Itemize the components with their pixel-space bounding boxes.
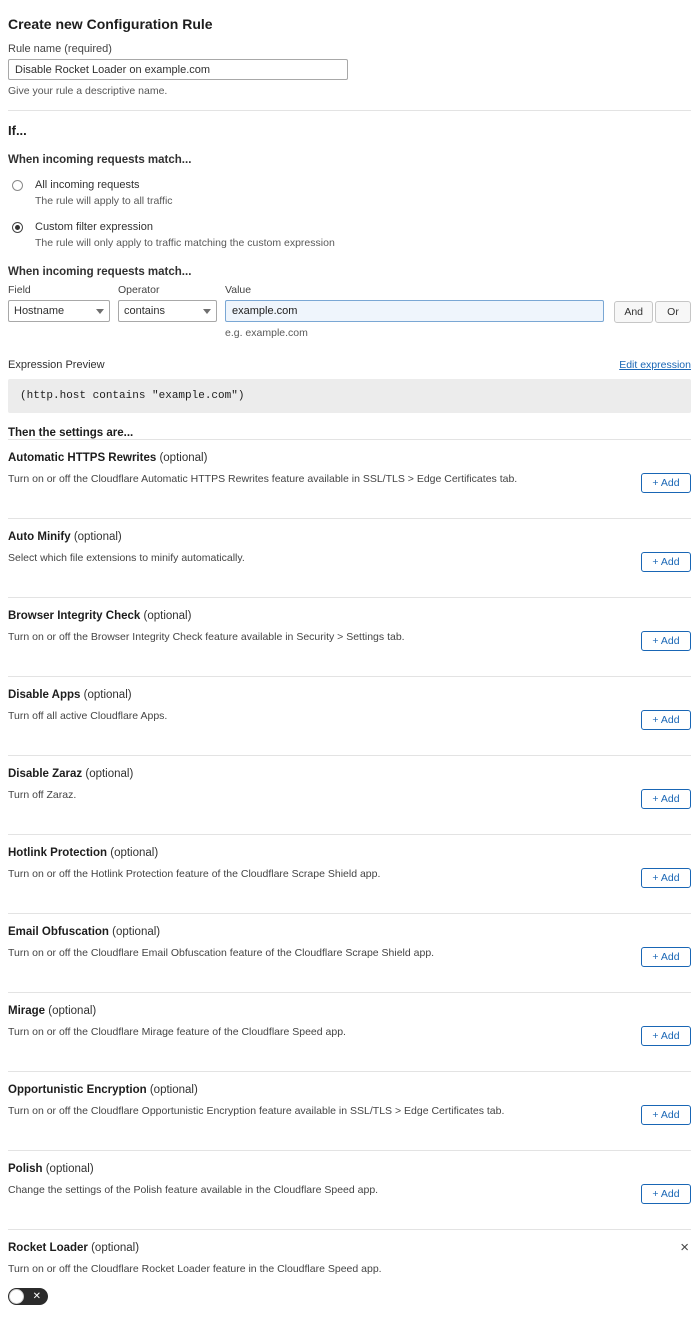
configuration-rule-form <box>0 8 699 1337</box>
field-select-value: Hostname <box>14 305 65 317</box>
field-label: Field <box>8 284 31 296</box>
or-button[interactable]: Or <box>655 301 691 323</box>
setting-row <box>8 439 691 518</box>
close-icon[interactable]: × <box>680 1239 689 1256</box>
setting-optional-label: (optional) <box>45 1163 94 1175</box>
setting-description: Turn off all active Cloudflare Apps. <box>8 710 168 722</box>
if-section-subhead: When incoming requests match... <box>8 154 192 166</box>
setting-name-text: Auto Minify <box>8 531 71 543</box>
setting-row <box>8 834 691 913</box>
setting-name-text: Mirage <box>8 1005 46 1017</box>
radio-label-custom-filter: Custom filter expression <box>35 221 153 233</box>
setting-row <box>8 1071 691 1150</box>
setting-title <box>8 1005 691 1017</box>
setting-row <box>8 676 691 755</box>
setting-optional-label: (optional) <box>112 926 161 938</box>
setting-title <box>8 1163 691 1175</box>
setting-optional-label: (optional) <box>85 768 134 780</box>
rocket-loader-toggle[interactable] <box>8 1288 48 1305</box>
setting-optional-label: (optional) <box>91 1242 140 1254</box>
operator-label: Operator <box>118 284 160 296</box>
setting-title <box>8 610 691 622</box>
value-input[interactable] <box>225 300 604 322</box>
value-label: Value <box>225 284 252 296</box>
radio-option-all-requests[interactable] <box>8 178 691 208</box>
setting-title <box>8 1239 691 1256</box>
add-button[interactable]: + Add <box>641 868 691 888</box>
radio-option-custom-filter[interactable] <box>8 220 691 250</box>
edit-expression-link[interactable]: Edit expression <box>619 359 691 371</box>
setting-optional-label: (optional) <box>143 610 192 622</box>
setting-title <box>8 531 691 543</box>
expression-header <box>8 359 691 371</box>
setting-name-text: Opportunistic Encryption <box>8 1084 147 1096</box>
setting-row <box>8 992 691 1071</box>
if-section-title: If... <box>8 123 27 138</box>
setting-name-text: Polish <box>8 1163 43 1175</box>
setting-description: Change the settings of the Polish feature available in the Cloudflare Speed app. <box>8 1184 379 1196</box>
setting-optional-label: (optional) <box>110 847 159 859</box>
filter-subhead: When incoming requests match... <box>8 266 192 278</box>
and-button[interactable]: And <box>614 301 653 323</box>
add-button[interactable]: + Add <box>641 473 691 493</box>
divider <box>8 110 691 111</box>
setting-name-text: Rocket Loader <box>8 1242 88 1254</box>
setting-row <box>8 913 691 992</box>
rule-name-helper: Give your rule a descriptive name. <box>8 85 168 97</box>
toggle-off-icon: ✕ <box>32 1291 41 1302</box>
setting-optional-label: (optional) <box>83 689 132 701</box>
then-section-title: Then the settings are... <box>8 427 134 439</box>
add-button[interactable]: + Add <box>641 631 691 651</box>
setting-description: Turn on or off the Hotlink Protection feature of the Cloudflare Scrape Shield app. <box>8 868 381 880</box>
setting-name-text: Email Obfuscation <box>8 926 109 938</box>
operator-select-value: contains <box>124 305 165 317</box>
add-button[interactable]: + Add <box>641 1184 691 1204</box>
rule-name-input[interactable] <box>8 59 348 80</box>
and-or-buttons <box>612 284 691 323</box>
setting-row <box>8 518 691 597</box>
setting-description: Turn on or off the Browser Integrity Check feature available in Security > Settings tab. <box>8 631 405 643</box>
setting-name-text: Disable Zaraz <box>8 768 83 780</box>
setting-name-text: Browser Integrity Check <box>8 610 141 622</box>
toggle-knob <box>9 1289 24 1304</box>
radio-icon-custom-filter[interactable] <box>12 222 23 233</box>
setting-description: Turn off Zaraz. <box>8 789 77 801</box>
setting-optional-label: (optional) <box>73 531 122 543</box>
setting-title <box>8 452 691 464</box>
radio-icon-all-requests[interactable] <box>12 180 23 191</box>
radio-desc-all-requests: The rule will apply to all traffic <box>35 195 173 207</box>
setting-title <box>8 847 691 859</box>
add-button[interactable]: + Add <box>641 1026 691 1046</box>
radio-label-all-requests: All incoming requests <box>35 179 140 191</box>
setting-title <box>8 689 691 701</box>
add-button[interactable]: + Add <box>641 1105 691 1125</box>
add-button[interactable]: + Add <box>641 552 691 572</box>
operator-select[interactable] <box>118 300 217 322</box>
setting-title <box>8 768 691 780</box>
filter-row <box>8 284 691 339</box>
page-title: Create new Configuration Rule <box>8 16 213 32</box>
setting-title <box>8 1084 691 1096</box>
setting-name-text: Hotlink Protection <box>8 847 108 859</box>
setting-row <box>8 755 691 834</box>
setting-description: Select which file extensions to minify automatically. <box>8 552 245 564</box>
value-hint: e.g. example.com <box>225 327 308 339</box>
setting-description: Turn on or off the Cloudflare Opportunistic Encryption feature available in SSL/TLS > Edge Certificates tab. <box>8 1105 505 1117</box>
setting-row-rocket-loader <box>8 1229 691 1319</box>
expression-preview-box: (http.host contains "example.com") <box>8 379 691 413</box>
setting-optional-label: (optional) <box>48 1005 97 1017</box>
field-select[interactable] <box>8 300 110 322</box>
add-button[interactable]: + Add <box>641 710 691 730</box>
add-button[interactable]: + Add <box>641 789 691 809</box>
setting-optional-label: (optional) <box>159 452 208 464</box>
setting-description: Turn on or off the Cloudflare Rocket Loader feature in the Cloudflare Speed app. <box>8 1263 382 1275</box>
setting-description: Turn on or off the Cloudflare Automatic HTTPS Rewrites feature available in SSL/TLS > Edge Certificates tab. <box>8 473 518 485</box>
setting-optional-label: (optional) <box>149 1084 198 1096</box>
radio-desc-custom-filter: The rule will only apply to traffic matching the custom expression <box>35 237 335 249</box>
setting-description: Turn on or off the Cloudflare Email Obfuscation feature of the Cloudflare Scrape Shield app. <box>8 947 435 959</box>
add-button[interactable]: + Add <box>641 947 691 967</box>
chevron-down-icon <box>203 309 211 314</box>
setting-description: Turn on or off the Cloudflare Mirage feature of the Cloudflare Speed app. <box>8 1026 346 1038</box>
setting-name-text: Automatic HTTPS Rewrites <box>8 452 157 464</box>
setting-title <box>8 926 691 938</box>
chevron-down-icon <box>96 309 104 314</box>
setting-row <box>8 597 691 676</box>
expression-preview-label: Expression Preview <box>8 359 105 371</box>
rule-name-label: Rule name (required) <box>8 43 112 55</box>
setting-name-text: Disable Apps <box>8 689 81 701</box>
setting-row <box>8 1150 691 1229</box>
